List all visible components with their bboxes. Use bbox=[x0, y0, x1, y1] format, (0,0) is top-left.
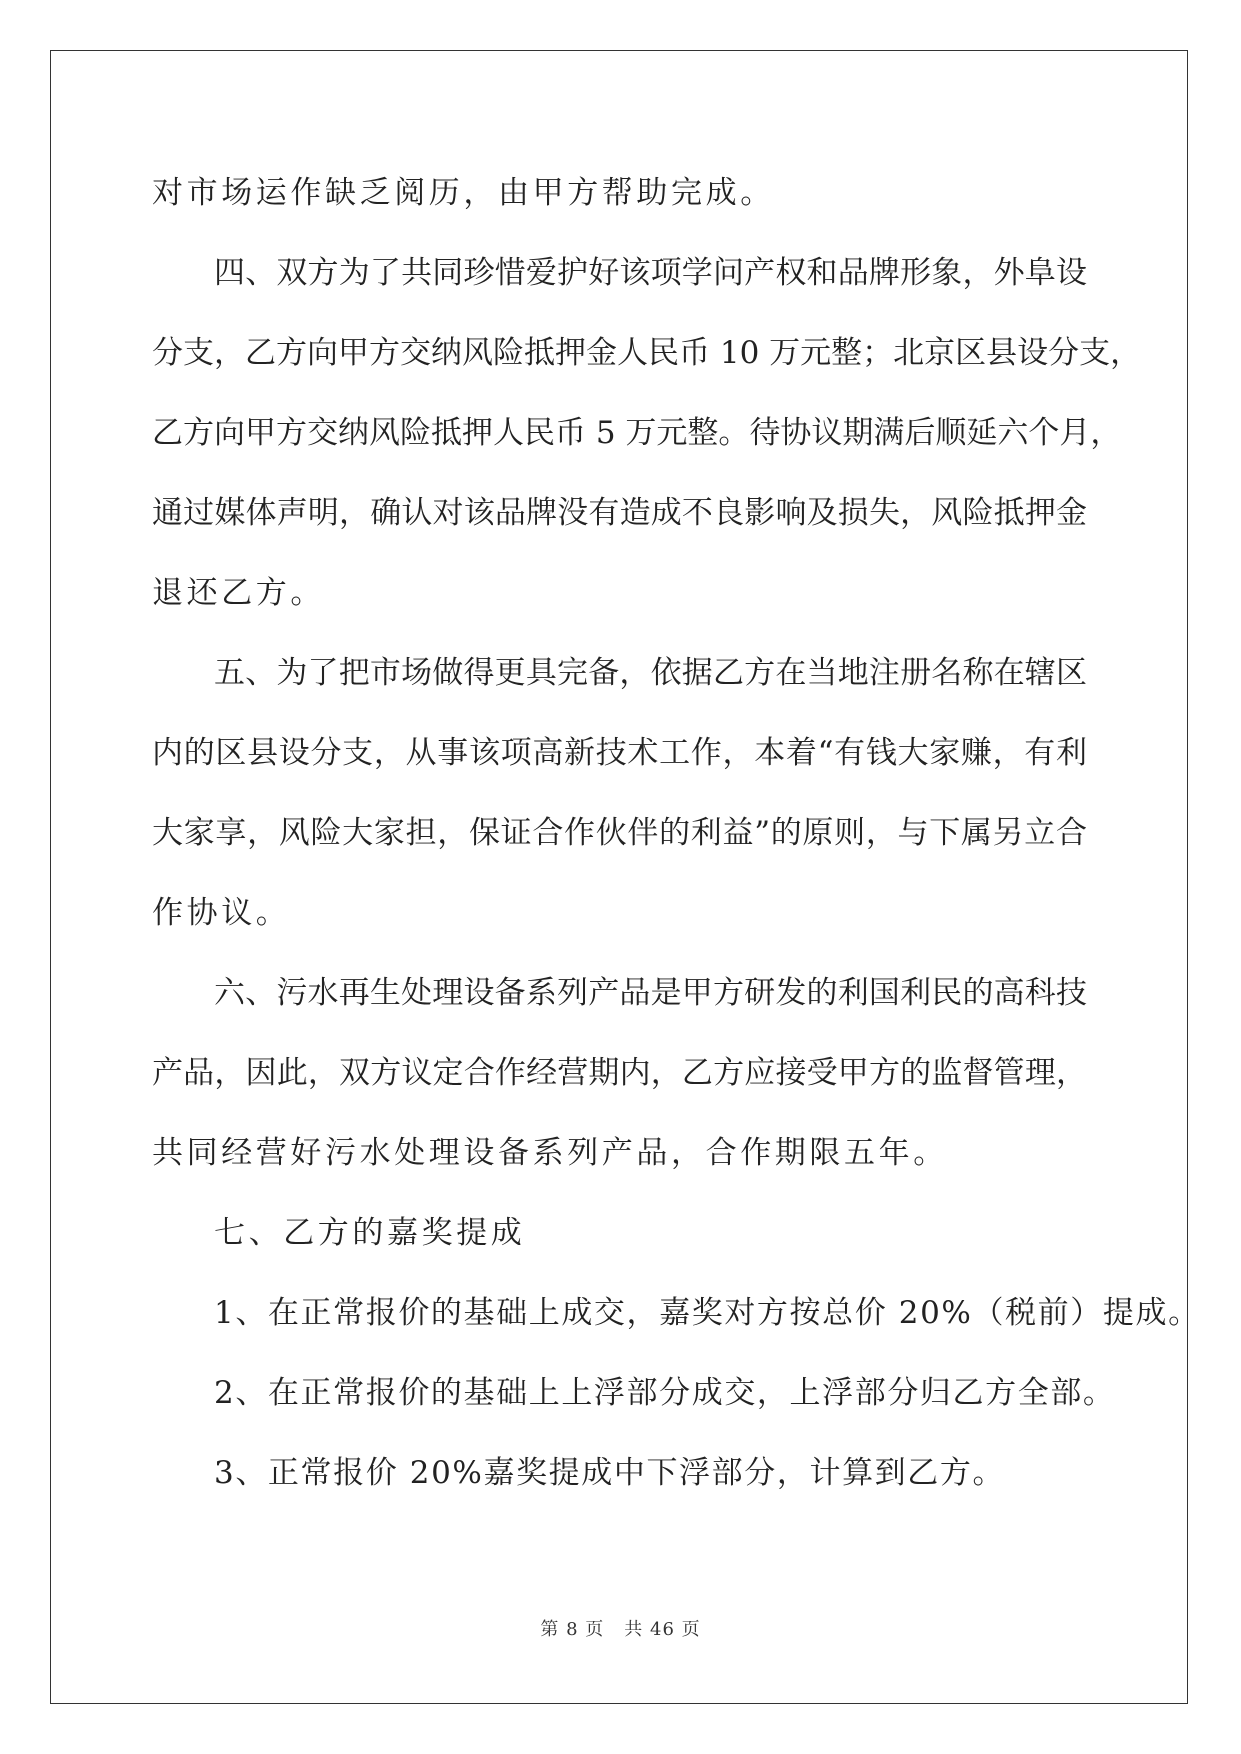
paragraph-five-line: 作协议。 bbox=[152, 895, 291, 931]
paragraph-four-line: 乙方向甲方交纳风险抵押人民币 5 万元整。待协议期满后顺延六个月， bbox=[152, 415, 1122, 451]
paragraph-five-line: 内的区县设分支，从事该项高新技术工作，本着“有钱大家赚，有利 bbox=[152, 735, 1087, 771]
page-number: 第 8 页 bbox=[540, 1619, 605, 1640]
text-line: 对市场运作缺乏阅历，由甲方帮助完成。 bbox=[152, 175, 775, 211]
paragraph-four-line: 分支，乙方向甲方交纳风险抵押金人民币 10 万元整；北京区县设分支， bbox=[152, 335, 1142, 371]
paragraph-four-line: 退还乙方。 bbox=[152, 575, 325, 611]
paragraph-five-line: 五、为了把市场做得更具完备，依据乙方在当地注册名称在辖区 bbox=[214, 655, 1087, 691]
paragraph-six-line: 六、污水再生处理设备系列产品是甲方研发的利国利民的高科技 bbox=[214, 975, 1087, 1011]
paragraph-four-line: 四、双方为了共同珍惜爱护好该项学问产权和品牌形象，外阜设 bbox=[214, 255, 1087, 291]
paragraph-six-line: 产品，因此，双方议定合作经营期内，乙方应接受甲方的监督管理， bbox=[152, 1055, 1087, 1091]
list-item: 1、在正常报价的基础上成交，嘉奖对方按总价 20%（税前）提成。 bbox=[214, 1295, 1201, 1331]
paragraph-four-line: 通过媒体声明，确认对该品牌没有造成不良影响及损失，风险抵押金 bbox=[152, 495, 1087, 531]
document-body bbox=[152, 153, 1201, 1513]
section-heading: 七、乙方的嘉奖提成 bbox=[214, 1215, 526, 1251]
paragraph-six-line: 共同经营好污水处理设备系列产品，合作期限五年。 bbox=[152, 1135, 948, 1171]
page-footer bbox=[0, 1615, 1241, 1641]
paragraph-five-line: 大家享，风险大家担，保证合作伙伴的利益”的原则，与下属另立合 bbox=[152, 815, 1087, 851]
list-item: 2、在正常报价的基础上上浮部分成交，上浮部分归乙方全部。 bbox=[214, 1375, 1116, 1411]
list-item: 3、正常报价 20%嘉奖提成中下浮部分，计算到乙方。 bbox=[214, 1455, 1006, 1491]
total-pages: 共 46 页 bbox=[624, 1619, 701, 1640]
